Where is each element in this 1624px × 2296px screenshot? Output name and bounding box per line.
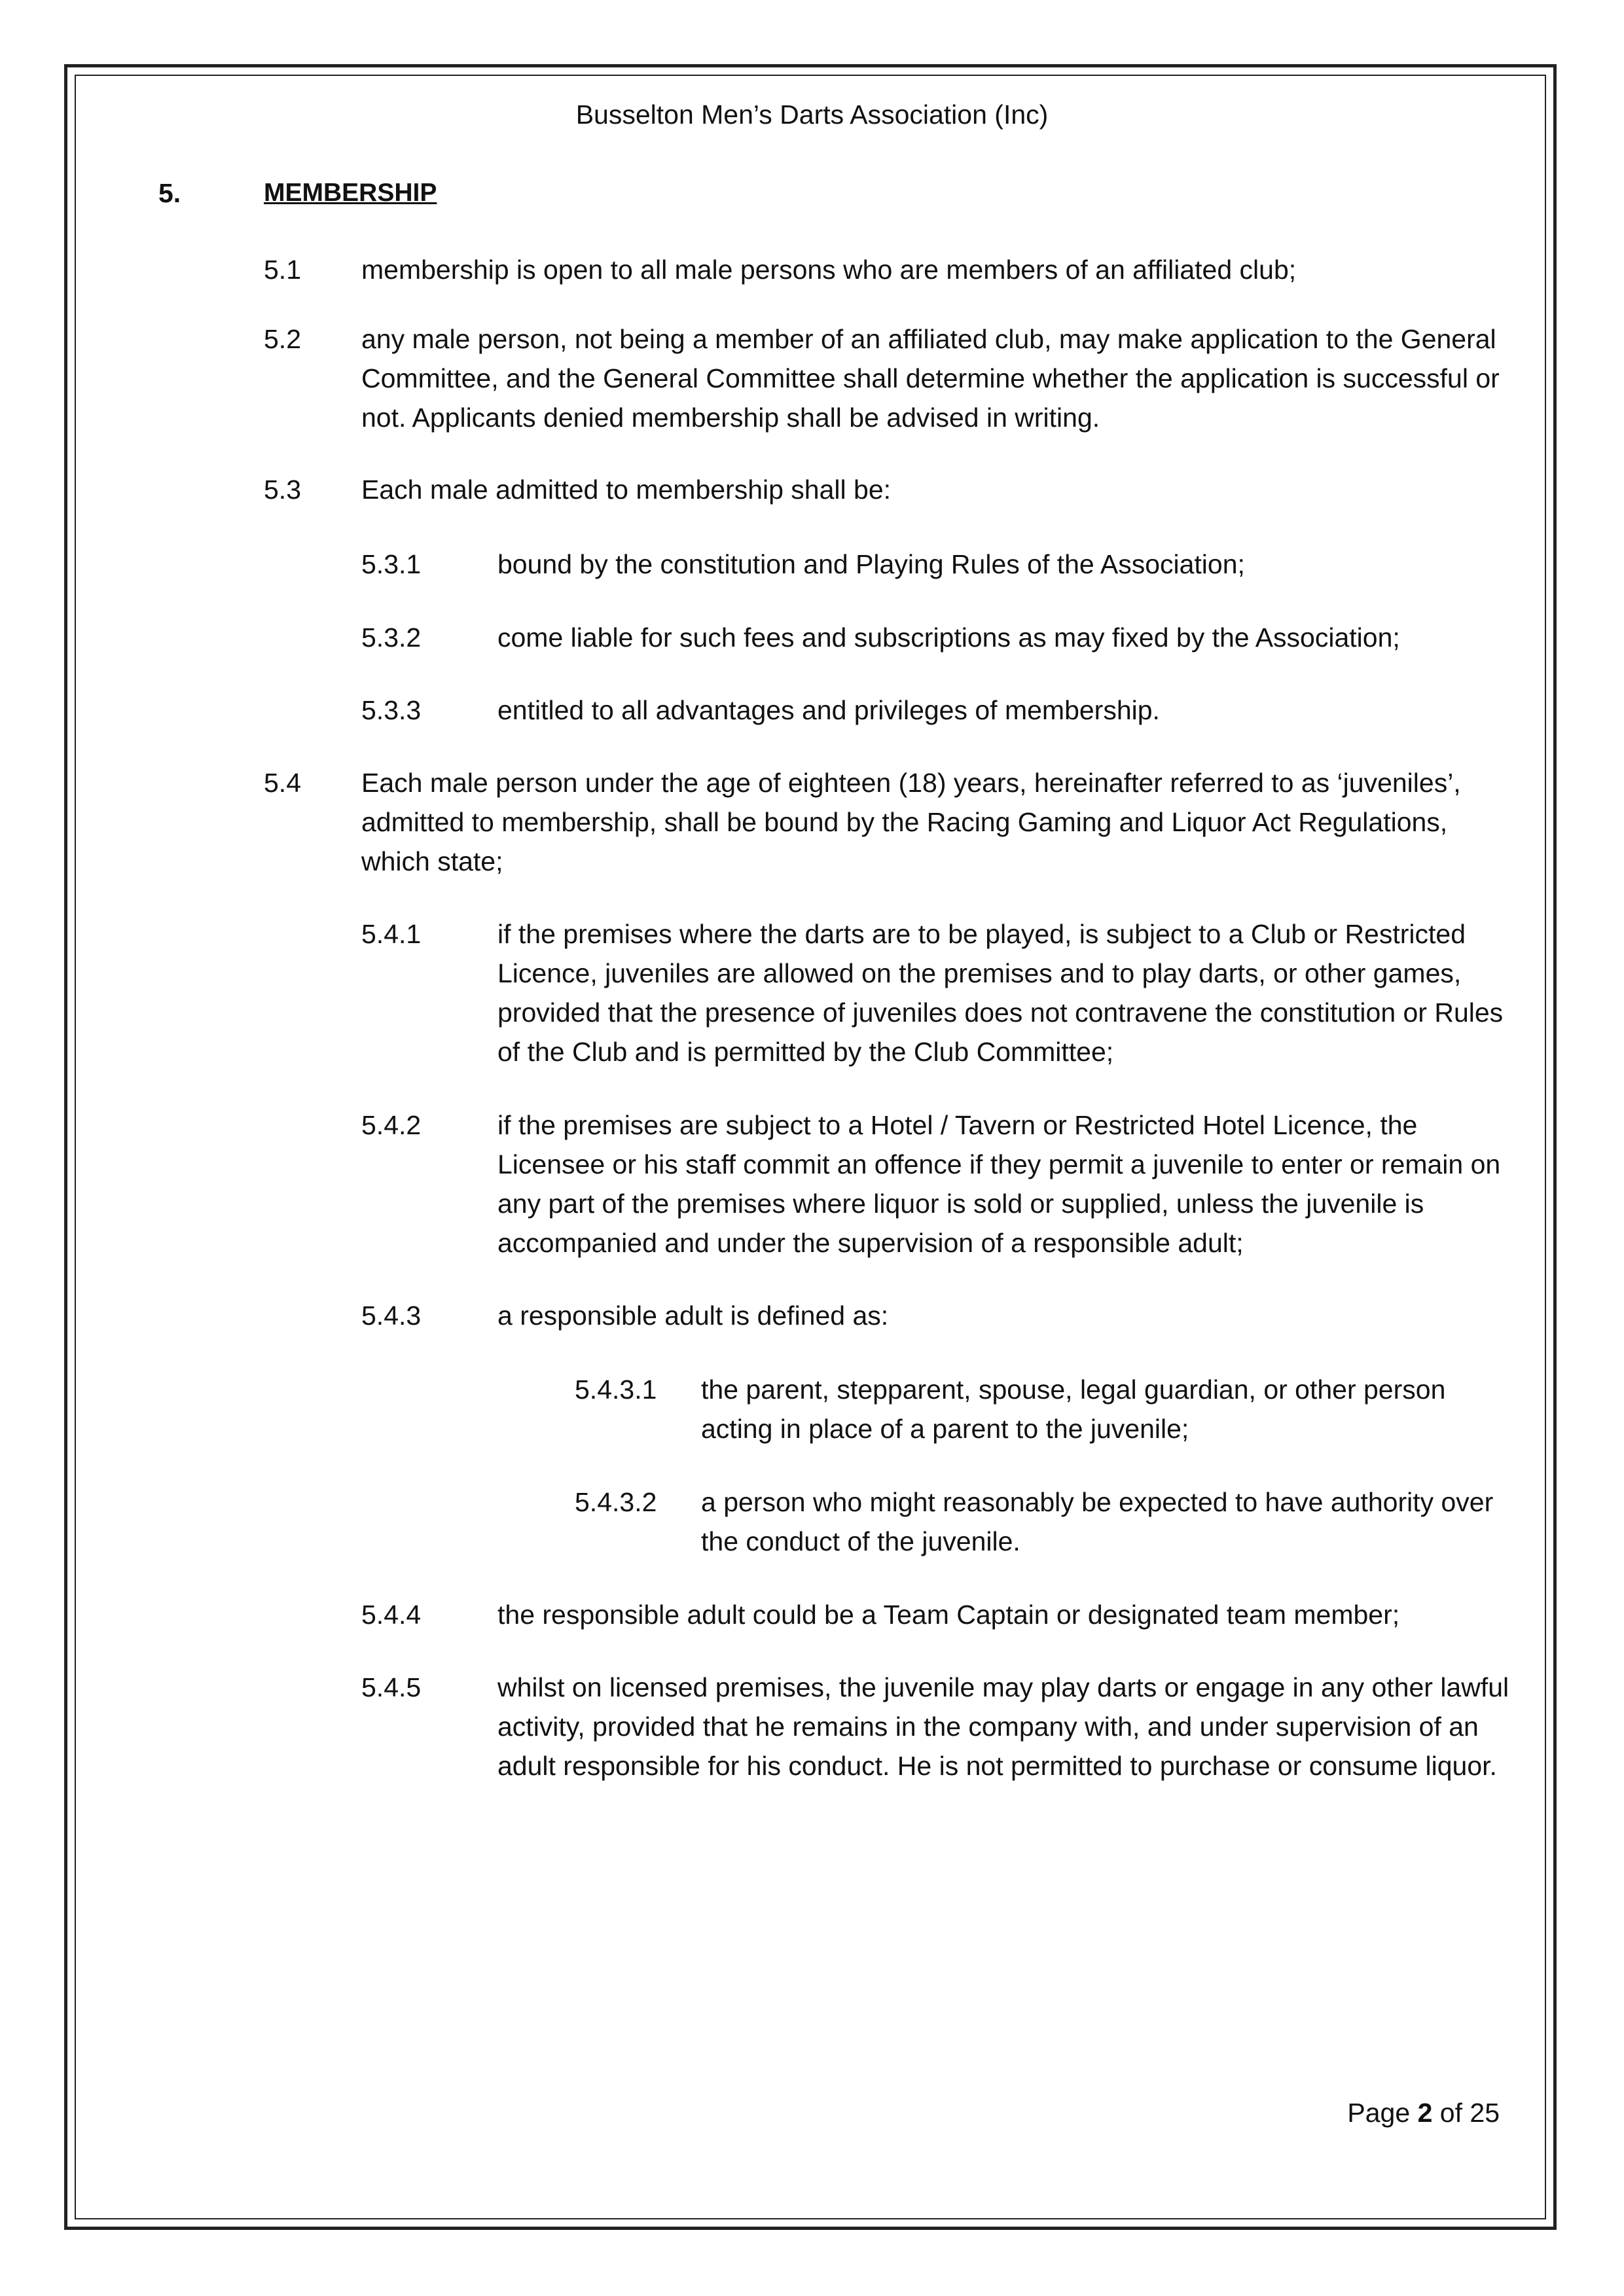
clause-number: 5.4.3.2: [575, 1487, 657, 1517]
clause-number: 5.2: [264, 324, 301, 354]
total-page-count: 25: [1470, 2098, 1500, 2128]
clause-text: if the premises are subject to a Hotel / Tavern or Restricted Hotel Licence, the Licensee or his staff commit an offence if they permit a juvenile to enter or remain on any part of the premises where liquor is sold or supplied, unless the juvenile is accompanied and under the supervision of a responsible adult;: [497, 1110, 1501, 1258]
clause-text: whilst on licensed premises, the juvenile may play darts or engage in any other lawful activity, provided that he remains in the company with, and under supervision of an adult responsible for his conduct. He is not permitted to purchase or consume liquor.: [497, 1672, 1509, 1781]
clause-text: bound by the constitution and Playing Rules of the Association;: [497, 549, 1245, 579]
clause-number: 5.4.5: [361, 1672, 422, 1702]
page-label: Page: [1347, 2098, 1411, 2128]
clause-number: 5.4.3: [361, 1300, 422, 1331]
of-label: of: [1439, 2098, 1462, 2128]
document-header: Busselton Men’s Darts Association (Inc): [575, 99, 1049, 130]
clause-text: come liable for such fees and subscriptions as may fixed by the Association;: [497, 622, 1400, 653]
clause-text: if the premises where the darts are to be played, is subject to a Club or Restricted Licence, juveniles are allowed on the premises and to play darts, or other games, provided that the presence of juveniles does not contravene the constitution or Rules of the Club and is permitted by the Club Committee;: [497, 919, 1504, 1067]
clause-number: 5.3: [264, 475, 301, 505]
clause-text: Each male admitted to membership shall be:: [361, 475, 892, 505]
clause-number: 5.4.2: [361, 1110, 422, 1140]
clause-text: any male person, not being a member of an affiliated club, may make application to the General Committee, and the General Committee shall determine whether the application is successful or not. Applicants denied membership shall be advised in writing.: [361, 324, 1500, 433]
clause-number: 5.4: [264, 768, 301, 798]
clause-number: 5.1: [264, 255, 301, 285]
section-title: MEMBERSHIP: [264, 179, 437, 207]
clause-number: 5.3.2: [361, 622, 422, 653]
clause-number: 5.3.3: [361, 695, 422, 725]
clause-text: a person who might reasonably be expected to have authority over the conduct of the juvenile.: [701, 1487, 1494, 1556]
clause-number: 5.4.3.1: [575, 1374, 657, 1405]
clause-text: a responsible adult is defined as:: [497, 1300, 889, 1331]
clause-text: the responsible adult could be a Team Captain or designated team member;: [497, 1600, 1400, 1630]
page-footer: [1347, 2098, 1500, 2128]
current-page-number: 2: [1417, 2098, 1433, 2128]
clause-text: membership is open to all male persons who are members of an affiliated club;: [361, 255, 1297, 285]
clause-text: the parent, stepparent, spouse, legal guardian, or other person acting in place of a parent to the juvenile;: [701, 1374, 1446, 1444]
clause-text: Each male person under the age of eighteen (18) years, hereinafter referred to as ‘juveniles’, admitted to membership, shall be bound by the Racing Gaming and Liquor Act Regulations, which state;: [361, 768, 1461, 876]
clause-number: 5.3.1: [361, 549, 422, 579]
section-number: 5.: [158, 178, 181, 208]
clause-text: entitled to all advantages and privileges of membership.: [497, 695, 1160, 725]
clause-number: 5.4.4: [361, 1600, 422, 1630]
clause-number: 5.4.1: [361, 919, 422, 949]
